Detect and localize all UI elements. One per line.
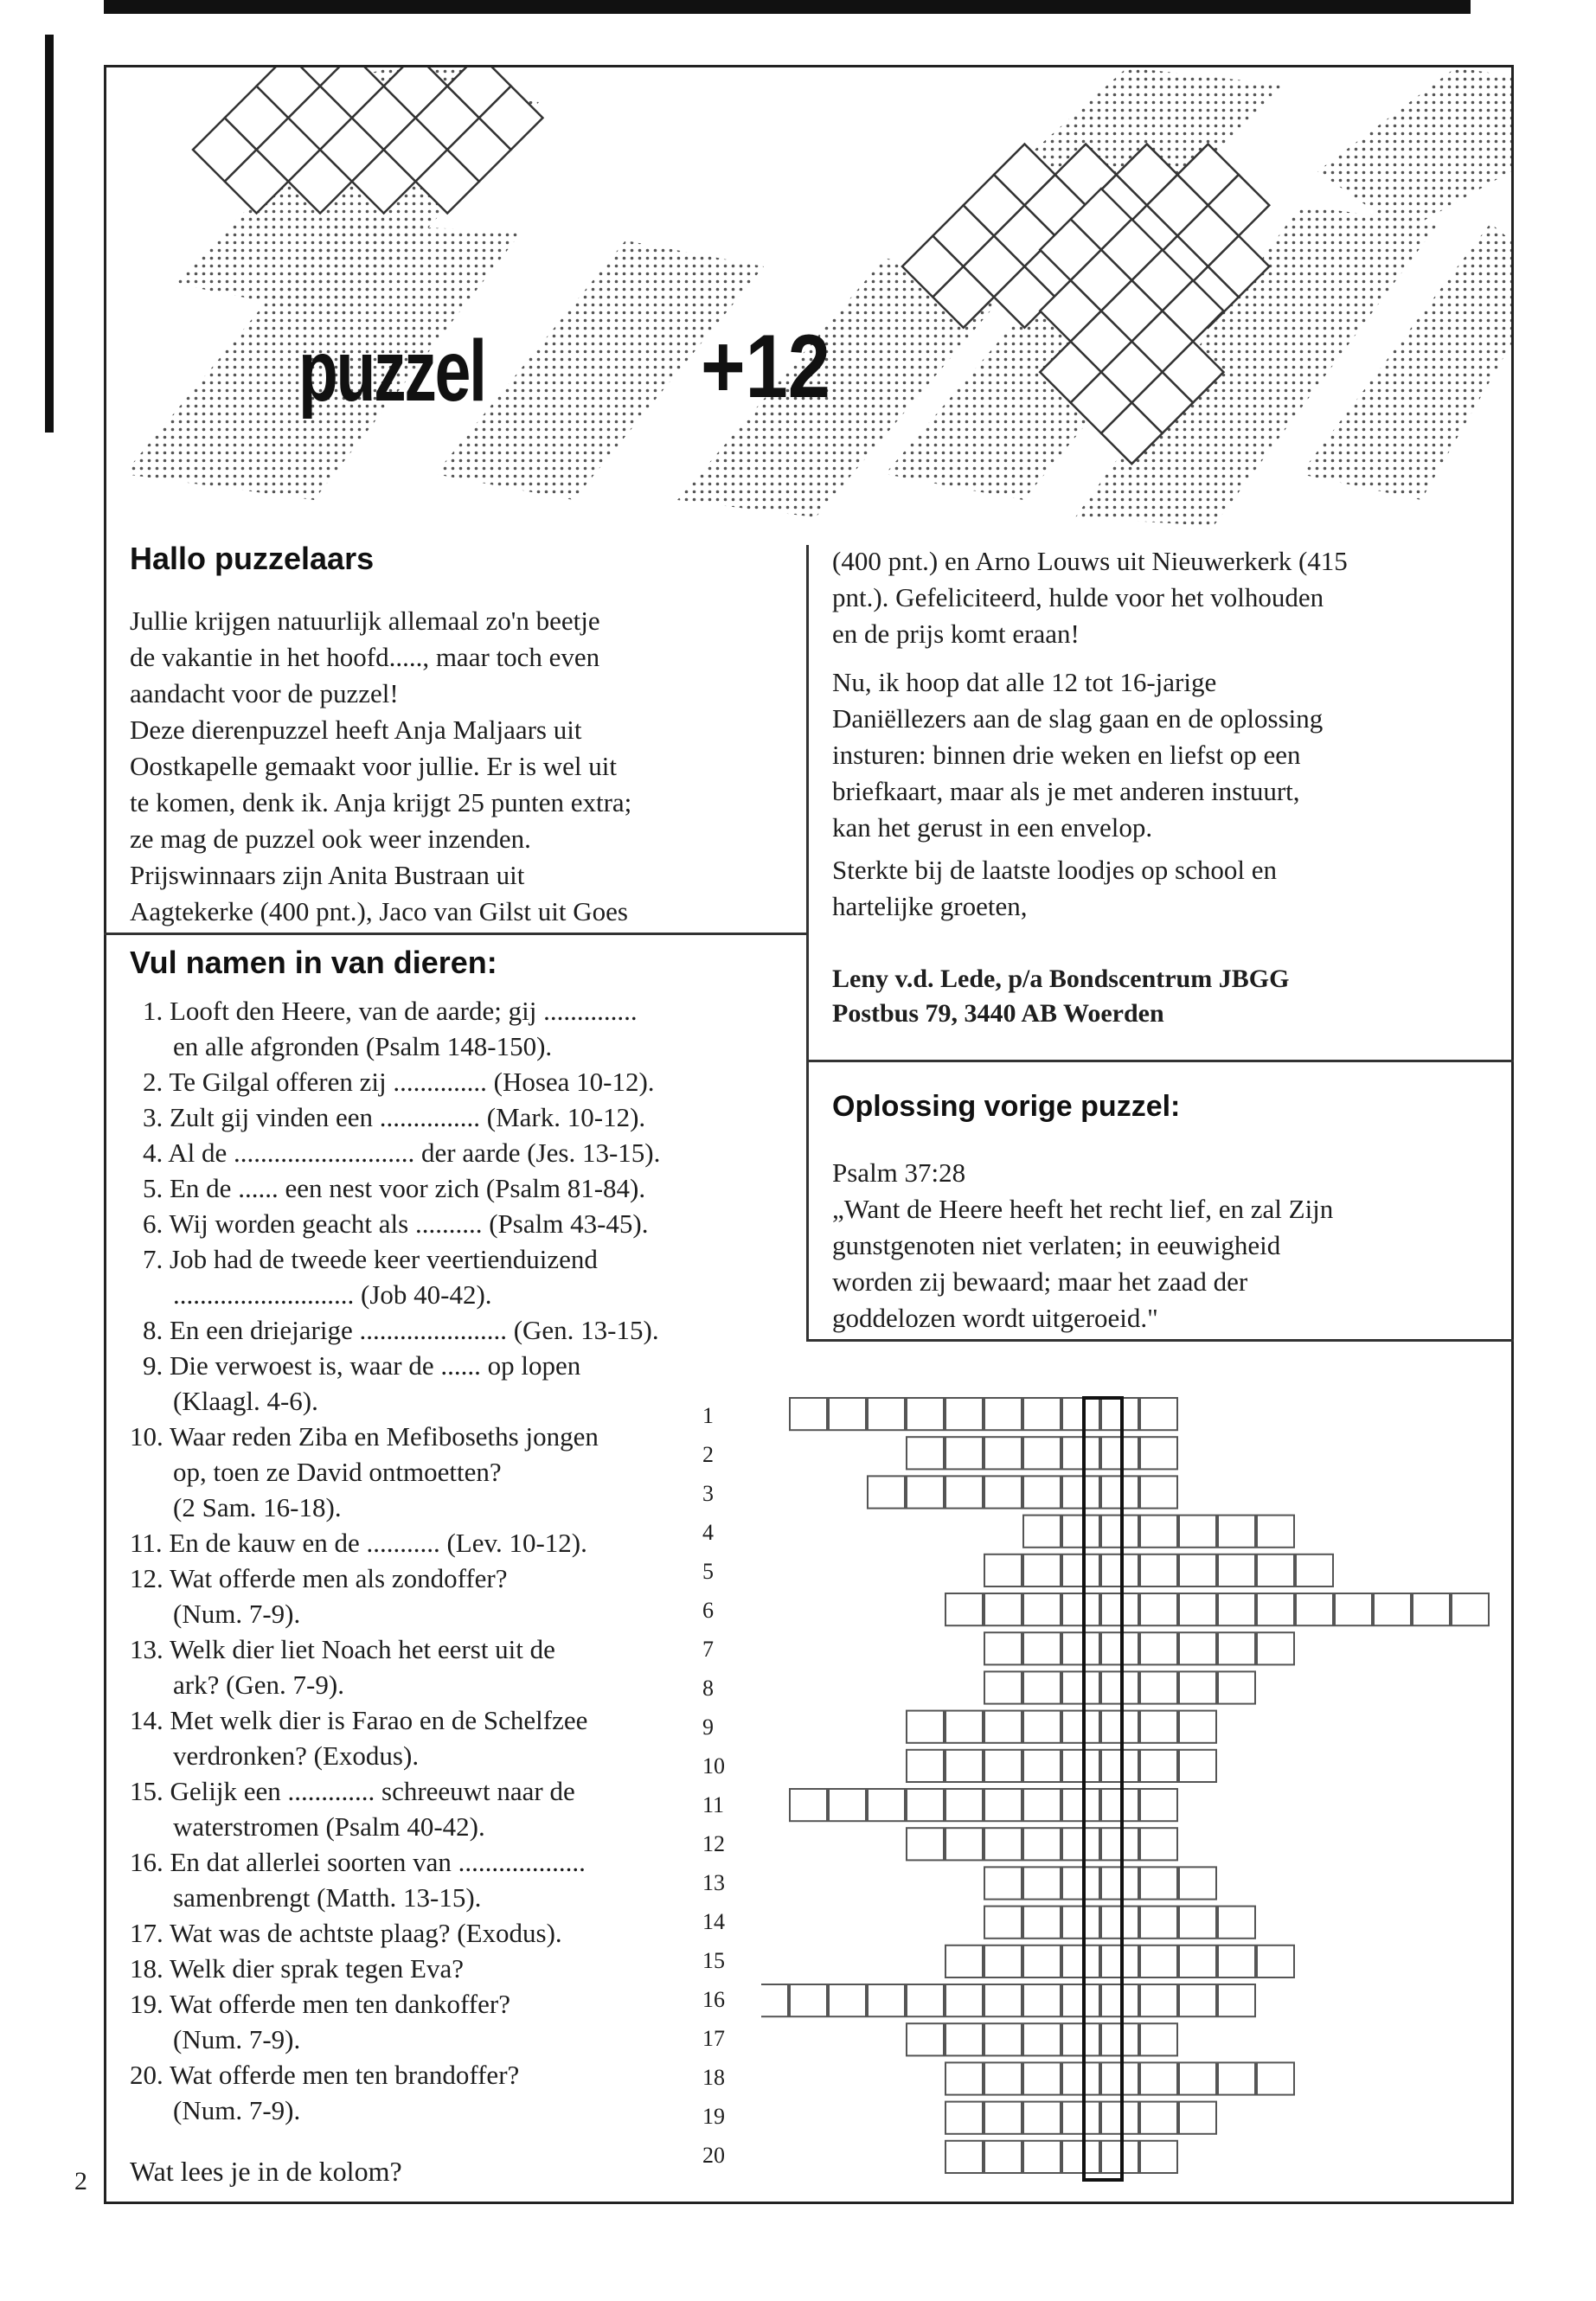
grid-cell[interactable] <box>868 1398 905 1430</box>
row-number: 9 <box>702 1715 714 1740</box>
clue-line: verdronken? (Exodus). <box>173 1740 420 1771</box>
grid-cell[interactable] <box>945 1711 983 1743</box>
grid-cell[interactable] <box>984 1632 1022 1664</box>
clue-line: (Klaagl. 4-6). <box>173 1386 318 1416</box>
grid-cell[interactable] <box>984 1593 1022 1625</box>
clue-line: (Num. 7-9). <box>173 1599 301 1629</box>
row-number: 5 <box>702 1559 714 1584</box>
grid-cell[interactable] <box>1140 1867 1177 1899</box>
grid-cell[interactable] <box>907 1476 944 1508</box>
grid-cell[interactable] <box>1179 1750 1216 1782</box>
row-number: 2 <box>702 1442 714 1467</box>
clue-line: 13. Welk dier liet Noach het eerst uit de <box>130 1634 555 1664</box>
grid-cell[interactable] <box>984 2102 1022 2134</box>
grid-cell[interactable] <box>1101 1907 1138 1939</box>
grid-cell[interactable] <box>945 1437 983 1469</box>
grid-cell[interactable] <box>1140 1671 1177 1703</box>
grid-cell[interactable] <box>984 1554 1022 1586</box>
grid-cell[interactable] <box>984 1867 1022 1899</box>
grid-cell[interactable] <box>1218 1516 1255 1548</box>
grid-cell[interactable] <box>907 1711 944 1743</box>
intro-line: kan het gerust in een envelop. <box>832 812 1153 843</box>
grid-cell[interactable] <box>1062 1984 1099 2016</box>
grid-cell[interactable] <box>1257 1945 1294 1977</box>
clue-line: en alle afgronden (Psalm 148-150). <box>173 1031 553 1061</box>
grid-cell[interactable] <box>1062 1945 1099 1977</box>
signature-line: Leny v.d. Lede, p/a Bondscentrum JBGG <box>832 965 1290 993</box>
grid-cell[interactable] <box>1140 1789 1177 1821</box>
intro-line: (400 pnt.) en Arno Louws uit Nieuwerkerk (415 <box>832 546 1348 576</box>
clue-line: 14. Met welk dier is Farao en de Schelfzee <box>130 1705 588 1735</box>
row-number: 4 <box>702 1520 714 1545</box>
grid-cell[interactable] <box>1140 1554 1177 1586</box>
clue-line: ark? (Gen. 7-9). <box>173 1670 344 1700</box>
grid-cell[interactable] <box>1140 1750 1177 1782</box>
grid-cell[interactable] <box>1140 2062 1177 2094</box>
intro-line: en de prijs komt eraan! <box>832 619 1080 649</box>
clue-line: waterstromen (Psalm 40-42). <box>173 1811 485 1842</box>
row-number: 10 <box>702 1753 725 1779</box>
grid-cell[interactable] <box>1140 1632 1177 1664</box>
grid-cell[interactable] <box>1023 1828 1061 1860</box>
grid-cell[interactable] <box>1101 1711 1138 1743</box>
title-word: puzzel <box>298 323 485 420</box>
grid-cell[interactable] <box>945 1750 983 1782</box>
grid-cell[interactable] <box>1257 2062 1294 2094</box>
clue-line: 16. En dat allerlei soorten van ................... <box>130 1847 586 1877</box>
grid-cell[interactable] <box>868 1984 905 2016</box>
grid-cell[interactable] <box>1023 1671 1061 1703</box>
clue-line: 5. En de ...... een nest voor zich (Psalm 81-84). <box>143 1173 646 1203</box>
grid-cell[interactable] <box>984 1711 1022 1743</box>
grid-cell[interactable] <box>1101 1750 1138 1782</box>
intro-line: Oostkapelle gemaakt voor jullie. Er is wel uit <box>130 751 618 781</box>
grid-cell[interactable] <box>984 1828 1022 1860</box>
grid-cell[interactable] <box>945 2023 983 2055</box>
row-number: 17 <box>702 2026 725 2051</box>
intro-line: Aagtekerke (400 pnt.), Jaco van Gilst uit Goes <box>130 896 628 926</box>
grid-cell[interactable] <box>1140 1593 1177 1625</box>
intro-text <box>130 603 796 930</box>
grid-cell[interactable] <box>1179 1945 1216 1977</box>
intro-heading: Hallo puzzelaars <box>130 541 375 576</box>
grid-cell[interactable] <box>1179 2062 1216 2094</box>
solution-text <box>832 1155 1507 1336</box>
grid-cell[interactable] <box>907 1437 944 1469</box>
clues-divider <box>104 933 809 935</box>
grid-cell[interactable] <box>1179 2102 1216 2134</box>
row-number: 20 <box>702 2143 725 2168</box>
grid-cell[interactable] <box>1101 1398 1138 1430</box>
grid-cell[interactable] <box>1062 1476 1099 1508</box>
grid-cell[interactable] <box>907 1750 944 1782</box>
grid-cell[interactable] <box>984 1789 1022 1821</box>
row-number: 7 <box>702 1637 714 1662</box>
grid-cell[interactable] <box>868 1476 905 1508</box>
clue-line: 1. Looft den Heere, van de aarde; gij .............. <box>143 996 638 1026</box>
grid-cell[interactable] <box>1101 1632 1138 1664</box>
grid-cell[interactable] <box>1062 1750 1099 1782</box>
grid-cell[interactable] <box>984 1984 1022 2016</box>
intro-line: Nu, ik hoop dat alle 12 tot 16-jarige <box>832 667 1217 697</box>
signature-address: Postbus 79, 3440 AB Woerden <box>832 999 1164 1028</box>
row-number: 14 <box>702 1909 725 1934</box>
grid-cell[interactable] <box>945 1398 983 1430</box>
clue-line: (2 Sam. 16-18). <box>173 1492 342 1522</box>
grid-cell[interactable] <box>984 1476 1022 1508</box>
grid-cell[interactable] <box>1101 1554 1138 1586</box>
grid-cell[interactable] <box>1218 1593 1255 1625</box>
row-number: 6 <box>702 1598 714 1623</box>
grid-cell[interactable] <box>1179 1711 1216 1743</box>
clue-line: 7. Job had de tweede keer veertienduizend <box>143 1244 598 1274</box>
clue-line: 17. Wat was de achtste plaag? (Exodus). <box>130 1918 562 1948</box>
intro-line: Prijswinnaars zijn Anita Bustraan uit <box>130 860 525 890</box>
grid-cell[interactable] <box>1218 1632 1255 1664</box>
row-number: 16 <box>702 1987 725 2012</box>
grid-cell[interactable] <box>1062 1907 1099 1939</box>
clue-line: 19. Wat offerde men ten dankoffer? <box>130 1989 510 2019</box>
grid-cell[interactable] <box>1023 2141 1061 2173</box>
grid-cell[interactable] <box>1452 1593 1489 1625</box>
grid-cell[interactable] <box>1101 2102 1138 2134</box>
grid-cell[interactable] <box>1023 2102 1061 2134</box>
grid-cell[interactable] <box>1179 1632 1216 1664</box>
grid-cell[interactable] <box>1101 1437 1138 1469</box>
grid-cell[interactable] <box>1062 1437 1099 1469</box>
grid-cell[interactable] <box>945 1828 983 1860</box>
row-number: 11 <box>702 1792 725 1817</box>
grid-cell[interactable] <box>1296 1593 1333 1625</box>
clue-line: samenbrengt (Matth. 13-15). <box>173 1882 482 1913</box>
row-number: 18 <box>702 2065 725 2090</box>
intro-line: te komen, denk ik. Anja krijgt 25 punten extra; <box>130 787 632 817</box>
grid-cell[interactable] <box>945 1945 983 1977</box>
grid-cell[interactable] <box>1023 1945 1061 1977</box>
row-number: 1 <box>702 1403 714 1428</box>
grid-cell[interactable] <box>1140 2141 1177 2173</box>
intro-continued <box>832 543 1507 652</box>
grid-cell[interactable] <box>1257 1554 1294 1586</box>
clue-line: 15. Gelijk een ............. schreeuwt naar de <box>130 1776 575 1806</box>
clue-line: 12. Wat offerde men als zondoffer? <box>130 1563 508 1593</box>
intro-line: insturen: binnen drie weken en liefst op een <box>832 740 1301 770</box>
grid-cell[interactable] <box>907 1398 944 1430</box>
clue-line: 3. Zult gij vinden een ............... (Mark. 10-12). <box>143 1102 646 1132</box>
grid-cell[interactable] <box>1179 1516 1216 1548</box>
grid-cell[interactable] <box>907 1828 944 1860</box>
grid-cell[interactable] <box>1218 2062 1255 2094</box>
grid-cell[interactable] <box>945 2062 983 2094</box>
grid-cell[interactable] <box>1023 1750 1061 1782</box>
grid-cell[interactable] <box>1062 2062 1099 2094</box>
clue-line: 10. Waar reden Ziba en Mefiboseths jongen <box>130 1421 599 1452</box>
solution-line: „Want de Heere heeft het recht lief, en zal Zijn <box>832 1194 1334 1224</box>
signature <box>832 962 1289 1031</box>
grid-cell[interactable] <box>1218 1554 1255 1586</box>
grid-cell[interactable] <box>984 1671 1022 1703</box>
grid-cell[interactable] <box>1062 1632 1099 1664</box>
grid-cell[interactable] <box>1023 1867 1061 1899</box>
grid-cell[interactable] <box>1101 1828 1138 1860</box>
grid-cell[interactable] <box>984 1945 1022 1977</box>
grid-cell[interactable] <box>1179 1907 1216 1939</box>
grid-cell[interactable] <box>1101 2141 1138 2173</box>
intro-line: briefkaart, maar als je met anderen instuurt, <box>832 776 1300 806</box>
grid-cell[interactable] <box>1101 2023 1138 2055</box>
solution-line: goddelozen wordt uitgeroeid." <box>832 1303 1158 1333</box>
top-rule <box>104 0 1471 14</box>
grid-cell[interactable] <box>1179 1671 1216 1703</box>
grid-cell[interactable] <box>1140 1516 1177 1548</box>
grid-cell[interactable] <box>1023 1711 1061 1743</box>
clue-line: 6. Wij worden geacht als .......... (Psalm 43-45). <box>143 1208 649 1239</box>
row-number: 19 <box>702 2104 725 2129</box>
solution-bottom-rule <box>806 1339 1514 1342</box>
grid-cell[interactable] <box>790 1789 827 1821</box>
clues-heading: Vul namen in van dieren: <box>130 945 497 980</box>
solution-reference: Psalm 37:28 <box>832 1157 966 1188</box>
column-question: Wat lees je in de kolom? <box>130 2156 402 2187</box>
grid-cell[interactable] <box>1023 2062 1061 2094</box>
grid-cell[interactable] <box>1140 1398 1177 1430</box>
grid-cell[interactable] <box>1023 1516 1061 1548</box>
grid-cell[interactable] <box>1296 1554 1333 1586</box>
grid-cell[interactable] <box>1062 1867 1099 1899</box>
solution-heading: Oplossing vorige puzzel: <box>832 1090 1181 1123</box>
grid-cell[interactable] <box>868 1789 905 1821</box>
row-number: 15 <box>702 1948 725 1973</box>
grid-cell[interactable] <box>984 1437 1022 1469</box>
grid-cell[interactable] <box>1023 1632 1061 1664</box>
grid-cell[interactable] <box>1101 1671 1138 1703</box>
grid-cell[interactable] <box>1062 1516 1099 1548</box>
grid-cell[interactable] <box>1101 1476 1138 1508</box>
grid-cell[interactable] <box>984 2023 1022 2055</box>
page-number: 2 <box>74 2167 87 2195</box>
grid-cell[interactable] <box>1140 2102 1177 2134</box>
grid-cell[interactable] <box>1140 1907 1177 1939</box>
grid-cell[interactable] <box>1413 1593 1450 1625</box>
grid-cell[interactable] <box>790 1398 827 1430</box>
grid-cell[interactable] <box>1257 1632 1294 1664</box>
grid-cell[interactable] <box>945 1789 983 1821</box>
intro-call-to-action <box>832 664 1507 846</box>
grid-cell[interactable] <box>1023 2023 1061 2055</box>
grid-cell[interactable] <box>1140 1945 1177 1977</box>
grid-cell[interactable] <box>1218 1671 1255 1703</box>
grid-cell[interactable] <box>945 1476 983 1508</box>
clue-line: 2. Te Gilgal offeren zij .............. (Hosea 10-12). <box>143 1067 655 1097</box>
grid-cell[interactable] <box>1179 1554 1216 1586</box>
clue-line: 8. En een driejarige ...................... (Gen. 13-15). <box>143 1315 659 1345</box>
grid-cell[interactable] <box>829 1984 866 2016</box>
grid-cell[interactable] <box>1023 1476 1061 1508</box>
intro-line: aandacht voor de puzzel! <box>130 678 399 708</box>
grid-cell[interactable] <box>907 1789 944 1821</box>
grid-cell[interactable] <box>984 1750 1022 1782</box>
grid-cell[interactable] <box>1023 1907 1061 1939</box>
clue-line: 9. Die verwoest is, waar de ...... op lopen <box>143 1350 581 1381</box>
grid-cell[interactable] <box>907 2023 944 2055</box>
grid-cell[interactable] <box>1101 1867 1138 1899</box>
solution-line: worden zij bewaard; maar het zaad der <box>832 1266 1248 1297</box>
clue-line: 11. En de kauw en de ........... (Lev. 10-12). <box>130 1528 587 1558</box>
grid-cell[interactable] <box>1101 1789 1138 1821</box>
grid-cell[interactable] <box>1062 1671 1099 1703</box>
grid-cell[interactable] <box>761 1984 788 2016</box>
intro-line: ze mag de puzzel ook weer inzenden. <box>130 824 531 854</box>
grid-cell[interactable] <box>1101 1593 1138 1625</box>
grid-cell[interactable] <box>1101 2062 1138 2094</box>
grid-cell[interactable] <box>1140 1984 1177 2016</box>
grid-cell[interactable] <box>1218 1984 1255 2016</box>
clue-line: 18. Welk dier sprak tegen Eva? <box>130 1953 465 1984</box>
grid-cell[interactable] <box>1179 1867 1216 1899</box>
grid-cell[interactable] <box>945 1593 983 1625</box>
clue-line: ........................... (Job 40-42). <box>173 1279 492 1310</box>
grid-cell[interactable] <box>984 2141 1022 2173</box>
grid-cell[interactable] <box>1023 1398 1061 1430</box>
grid-cell[interactable] <box>1062 2141 1099 2173</box>
clue-line: op, toen ze David ontmoetten? <box>173 1457 502 1487</box>
row-number: 12 <box>702 1831 725 1856</box>
intro-line: hartelijke groeten, <box>832 891 1028 921</box>
clue-line: 4. Al de ........................... der aarde (Jes. 13-15). <box>143 1138 661 1168</box>
grid-cell[interactable] <box>945 2102 983 2134</box>
grid-cell[interactable] <box>1140 1711 1177 1743</box>
grid-cell[interactable] <box>1062 2102 1099 2134</box>
grid-cell[interactable] <box>1023 1593 1061 1625</box>
grid-cell[interactable] <box>945 1984 983 2016</box>
column-divider <box>806 545 809 1341</box>
grid-cell[interactable] <box>1101 1516 1138 1548</box>
title-age: +12 <box>701 317 830 417</box>
grid-cell[interactable] <box>1218 1907 1255 1939</box>
grid-cell[interactable] <box>1335 1593 1372 1625</box>
grid-cell[interactable] <box>1179 1984 1216 2016</box>
grid-cell[interactable] <box>1140 1828 1177 1860</box>
grid-cell[interactable] <box>1218 1945 1255 1977</box>
clue-line: (Num. 7-9). <box>173 2024 301 2054</box>
intro-line: pnt.). Gefeliciteerd, hulde voor het volhouden <box>832 582 1324 612</box>
intro-line: de vakantie in het hoofd....., maar toch even <box>130 642 600 672</box>
grid-cell[interactable] <box>790 1984 827 2016</box>
grid-cell[interactable] <box>1062 1554 1099 1586</box>
row-number: 3 <box>702 1481 714 1506</box>
grid-cell[interactable] <box>907 1984 944 2016</box>
grid-cell[interactable] <box>829 1789 866 1821</box>
grid-cell[interactable] <box>1023 1789 1061 1821</box>
intro-line: Daniëllezers aan de slag gaan en de oplossing <box>832 703 1324 734</box>
grid-cell[interactable] <box>1101 1945 1138 1977</box>
left-margin-bar <box>45 35 54 433</box>
grid-cell[interactable] <box>1257 1516 1294 1548</box>
grid-cell[interactable] <box>1062 1593 1099 1625</box>
grid-cell[interactable] <box>1140 1437 1177 1469</box>
grid-cell[interactable] <box>1023 1984 1061 2016</box>
banner-illustration <box>106 67 1511 526</box>
intro-line: Deze dierenpuzzel heeft Anja Maljaars uit <box>130 715 582 745</box>
grid-cell[interactable] <box>1179 1593 1216 1625</box>
grid-cell[interactable] <box>1374 1593 1411 1625</box>
clue-line: 20. Wat offerde men ten brandoffer? <box>130 2060 520 2090</box>
grid-cell[interactable] <box>1062 1828 1099 1860</box>
grid-cell[interactable] <box>1062 1398 1099 1430</box>
grid-cell[interactable] <box>984 1907 1022 1939</box>
grid-cell[interactable] <box>945 2141 983 2173</box>
row-number: 8 <box>702 1676 714 1701</box>
intro-line: Sterkte bij de laatste loodjes op school en <box>832 855 1277 885</box>
grid-cell[interactable] <box>829 1398 866 1430</box>
grid-cell[interactable] <box>1257 1593 1294 1625</box>
solution-line: gunstgenoten niet verlaten; in eeuwigheid <box>832 1230 1281 1260</box>
grid-cell[interactable] <box>1023 1554 1061 1586</box>
grid-cell[interactable] <box>1062 1711 1099 1743</box>
grid-cell[interactable] <box>984 1398 1022 1430</box>
grid-cell[interactable] <box>1140 2023 1177 2055</box>
grid-cell[interactable] <box>1101 1984 1138 2016</box>
grid-cell[interactable] <box>1023 1437 1061 1469</box>
grid-cell[interactable] <box>1062 2023 1099 2055</box>
clue-line: (Num. 7-9). <box>173 2095 301 2125</box>
grid-cell[interactable] <box>1140 1476 1177 1508</box>
row-number: 13 <box>702 1870 725 1895</box>
grid-cell[interactable] <box>984 2062 1022 2094</box>
crossword-grid[interactable] <box>761 1382 1505 2195</box>
grid-cell[interactable] <box>1062 1789 1099 1821</box>
solution-top-rule <box>806 1060 1514 1062</box>
intro-line: Jullie krijgen natuurlijk allemaal zo'n beetje <box>130 606 600 636</box>
intro-closing <box>832 852 1507 925</box>
